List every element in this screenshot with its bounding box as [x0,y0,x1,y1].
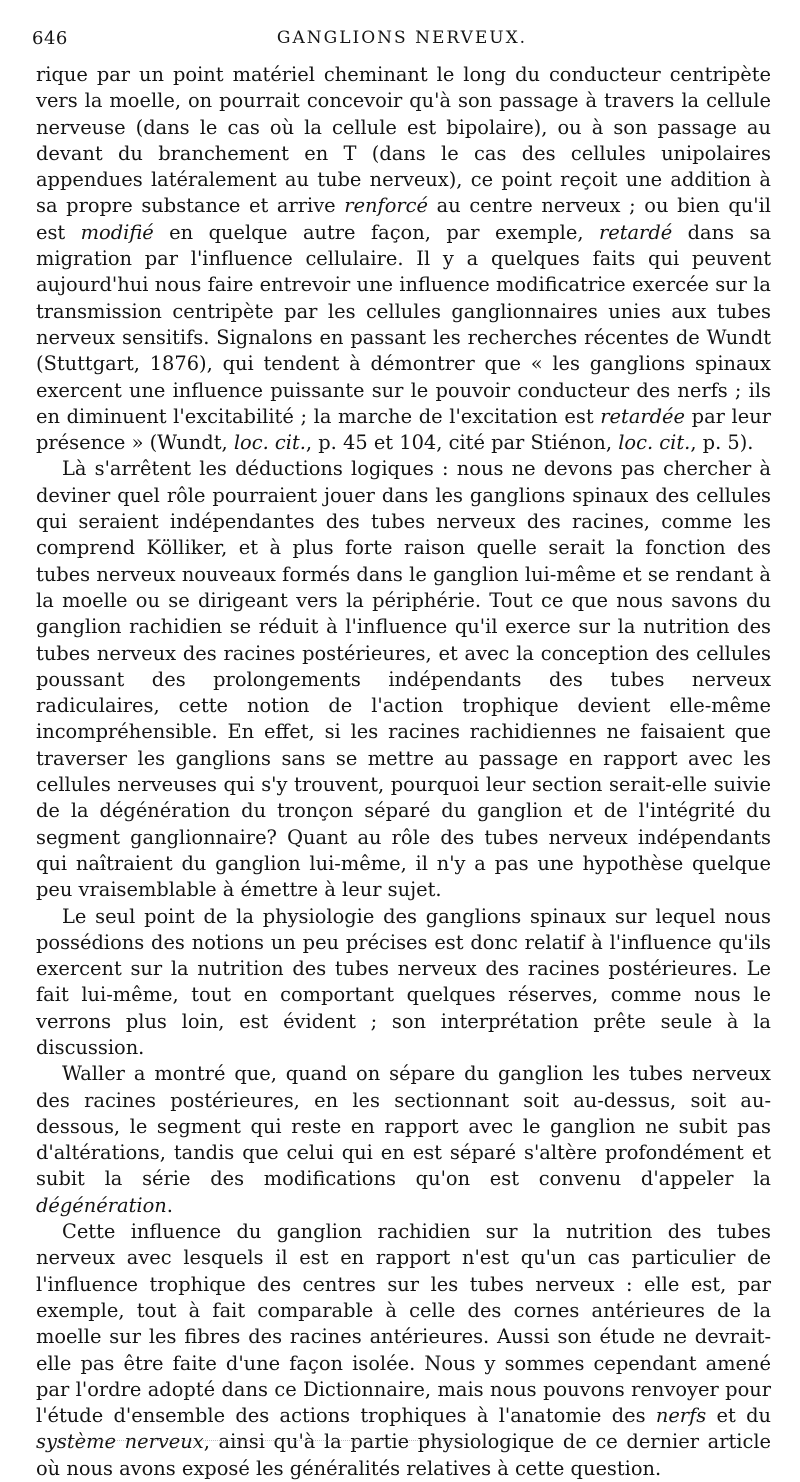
running-title: GANGLIONS NERVEUX. [276,28,528,48]
text-run: rique par un point matériel cheminant le long du conducteur centripète vers la moelle, on pourrait concevoir qu'à son passage à travers la cellule nerveuse (dans le cas où la cellule est bipolaire), ou à son passage au devant du branchement en T (dans le cas des cellules unipolaires appendues latéralement au tube nerveux), ce point reçoit une addition à sa propre substance et arrive [36,63,771,218]
italic-term: dégénération [36,1193,167,1217]
italic-term: nerfs [655,1404,707,1428]
text-run: dans sa migration par l'influence cellulaire. Il y a quelques faits qui peuvent aujourd'hui nous faire entrevoir une influence modificatrice exercée sur la transmission centripète par les cellules ganglionnaires unies aux tubes nerveux sensitifs. Signalons en passant les recherches récentes de Wundt (Stuttgart, 1876), qui tendent à démontrer que « les ganglions spinaux exercent une influence puissante sur le pouvoir conducteur des nerfs ; ils en diminuent l'excitabilité ; la marche de l'excitation est [36,220,771,428]
text-run: par leur présence » (Wundt, [36,404,771,455]
text-run: , ainsi qu'à la partie physiologique de ce dernier article où nous avons exposé les généralités relatives à cette question. [36,1430,771,1480]
text-run: . [166,1193,173,1217]
italic-citation: loc. cit. [233,431,306,455]
paragraph-5 [36,1219,771,1482]
italic-citation: loc. cit. [618,431,691,455]
text-run: et du [706,1404,771,1428]
paragraph-2: Là s'arrêtent les déductions logiques : nous ne devons pas chercher à deviner quel rôle pourraient jouer dans les ganglions spinaux des cellules qui seraient indépendantes des tubes nerveux des racines, comme les comprend Kölliker, et à plus forte raison quelle serait la fonction des tubes nerveux nouveaux formés dans le ganglion lui-même et se rendant à la moelle ou se dirigeant vers la périphérie. Tout ce que nous savons du ganglion rachidien se réduit à l'influence qu'il exerce sur la nutrition des tubes nerveux des racines postérieures, et avec la conception des cellules poussant des prolongements indépendants des tubes nerveux radiculaires, cette notion de l'action trophique devient elle-même incompréhensible. En effet, si les racines rachidiennes ne faisaient que traverser les ganglions sans se mettre au passage en rapport avec les cellules nerveuses qui s'y trouvent, pourquoi leur section serait-elle suivie de la dégénération du tronçon séparé du ganglion et de l'intégrité du segment ganglionnaire? Quant au rôle des tubes nerveux indépendants qui naîtraient du ganglion lui-même, il n'y a pas une hypothèse quelque peu vraisemblable à émettre à leur sujet. [36,457,771,902]
paragraph-3: Le seul point de la physiologie des ganglions spinaux sur lequel nous possédions des notions un peu précises est donc relatif à l'influence qu'ils exercent sur la nutrition des tubes nerveux des racines postérieures. Le fait lui-même, tout en comportant quelques réserves, comme nous le verrons plus loin, est évident ; son interprétation prête seule à la discussion. [36,904,771,1059]
paragraph-4 [36,1061,771,1219]
italic-term: modifié [80,220,154,244]
italic-term: retardé [598,220,673,244]
italic-term: renforcé [344,194,428,218]
text-run: Cette influence du ganglion rachidien sur la nutrition des tubes nerveux avec lesquels il est en rapport n'est qu'un cas particulier de l'influence trophique des centres sur les tubes nerveux : elle est, par exemple, tout à fait comparable à celle des cornes antérieures de la moelle sur les fibres des racines antérieures. Aussi son étude ne devrait-elle pas être faite d'une façon isolée. Nous y sommes cependant amené par l'ordre adopté dans ce Dictionnaire, mais nous pouvons renvoyer pour l'étude d'ensemble des actions trophiques à l'anatomie des [36,1220,771,1428]
body-text [36,62,771,1482]
paragraph-1 [36,62,771,456]
text-run: , p. 5). [690,431,754,455]
italic-term: retardée [600,404,686,428]
page-header [32,28,772,54]
text-run: en quelque autre façon, par exemple, [153,220,599,244]
italic-term: système nerveux [36,1430,204,1454]
page-number: 646 [32,28,68,49]
text-run: , p. 45 et 104, cité par Stiénon, [305,431,619,455]
text-run: Waller a montré que, quand on sépare du ganglion les tubes nerveux des racines postérieures, en les sectionnant soit au-dessus, soit au-dessous, le segment qui reste en rapport avec le ganglion ne subit pas d'altérations, tandis que celui qui en est séparé s'altère profondément et subit la série des modifications qu'on est convenu d'appeler la [36,1062,771,1191]
text-run: au centre nerveux ; ou bien qu'il est [36,194,771,244]
footer-rule [60,1440,480,1441]
